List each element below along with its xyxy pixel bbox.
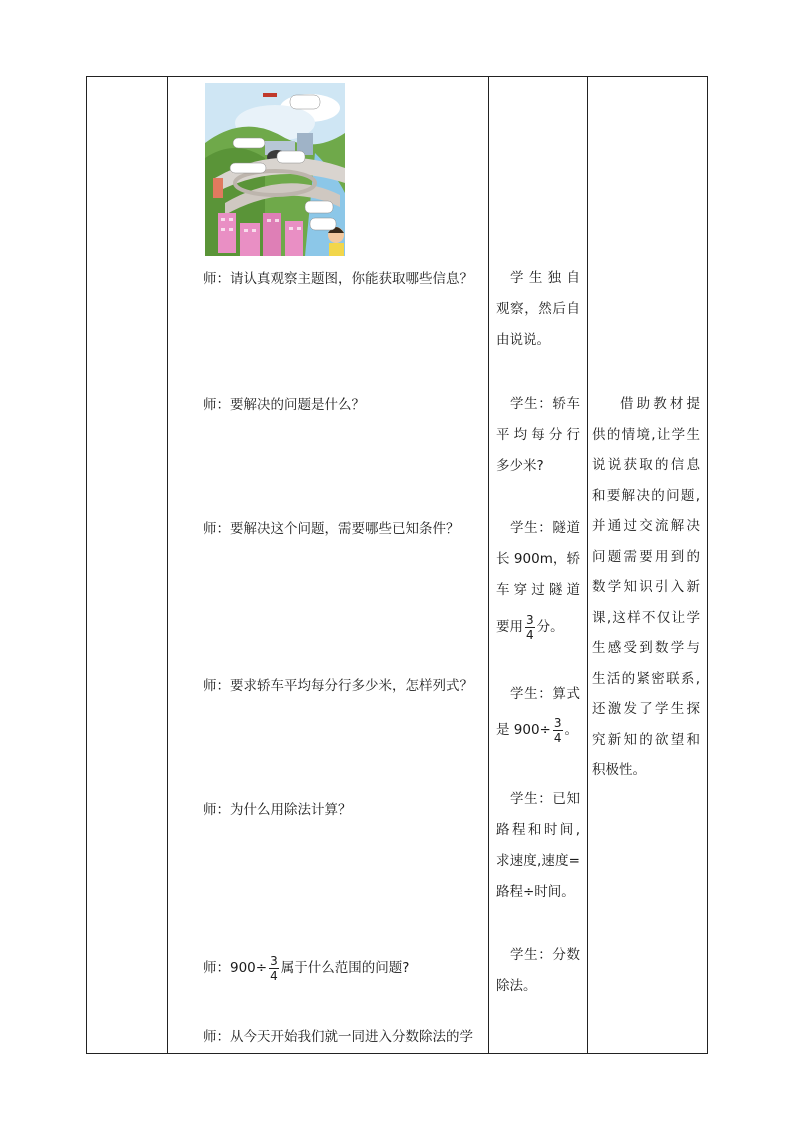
- student-response-line: 车穿过隧道: [496, 582, 580, 598]
- design-intent-line: 并通过交流解决: [592, 518, 700, 534]
- response-pre: 要用: [496, 619, 523, 635]
- teacher-line-2: 师：要解决的问题是什么？: [203, 397, 365, 413]
- response-post: 分。: [536, 619, 564, 635]
- student-response-line: 学生独自: [510, 270, 580, 286]
- student-response-line: 多少米?: [496, 458, 544, 474]
- design-intent-line: 问题需要用到的: [592, 548, 700, 565]
- student-response-line: 路程÷时间。: [496, 884, 575, 900]
- fraction: [525, 613, 535, 642]
- fraction-denominator: 4: [526, 627, 534, 642]
- design-intent-line: 供的情境,让学生: [592, 426, 700, 443]
- fraction-numerator: 3: [553, 715, 562, 730]
- fraction-denominator: 4: [553, 730, 562, 745]
- fraction-denominator: 4: [270, 968, 278, 983]
- col-line-5: [707, 76, 708, 1054]
- student-response-line: 学生：已知: [510, 791, 580, 807]
- design-intent-line: 数学知识引入新: [592, 579, 700, 595]
- teacher-line-3: 师：要解决这个问题，需要哪些已知条件？: [203, 521, 460, 537]
- design-intent-line: 生活的紧密联系,: [592, 670, 700, 687]
- teacher-line-6-pre: 师：900÷: [203, 960, 268, 976]
- design-intent-line: 借助教材提: [620, 396, 700, 412]
- response-post: 。: [564, 722, 579, 738]
- student-response-line: 学生：轿车: [510, 396, 580, 412]
- design-intent-line: 说说获取的信息: [592, 457, 700, 473]
- design-intent-line: 和要解决的问题,: [592, 487, 700, 504]
- teacher-line-4: 师：要求轿车平均每分行多少米，怎样列式？: [203, 678, 473, 694]
- student-response-line: 求速度,速度=: [496, 853, 580, 869]
- student-response-line: 平均每分行: [496, 427, 580, 443]
- fraction-numerator: 3: [270, 953, 278, 968]
- fraction: [553, 716, 563, 745]
- design-intent-line: 究新知的欲望和: [592, 731, 700, 748]
- theme-illustration: [205, 83, 345, 256]
- design-intent-line: 积极性。: [592, 762, 646, 778]
- student-response-line: 学生：分数: [510, 947, 580, 963]
- col-line-4: [587, 76, 588, 1054]
- teacher-line-7: 师：从今天开始我们就一同进入分数除法的学: [203, 1029, 473, 1045]
- teacher-line-1: 师：请认真观察主题图，你能获取哪些信息？: [203, 271, 473, 287]
- student-response-line: [496, 608, 564, 646]
- fraction-numerator: 3: [526, 612, 534, 627]
- teacher-line-6: [203, 949, 409, 987]
- student-response-line: 由说说。: [496, 332, 550, 348]
- student-response-line: [496, 711, 578, 749]
- teacher-line-6-post: 属于什么范围的问题?: [280, 960, 410, 976]
- design-intent-line: 课,这样不仅让学: [592, 609, 700, 626]
- teacher-line-5: 师：为什么用除法计算？: [203, 802, 352, 818]
- response-pre: 是 900÷: [496, 722, 551, 738]
- student-response-line: 除法。: [496, 978, 537, 994]
- student-response-line: 学生：算式: [510, 686, 580, 702]
- design-intent-line: 生感受到数学与: [592, 640, 700, 656]
- col-line-1: [86, 76, 87, 1054]
- student-response-line: 观察，然后自: [496, 301, 580, 317]
- student-response-line: 学生：隧道: [510, 520, 580, 536]
- fraction: [269, 954, 279, 983]
- table-bottom-border: [86, 1053, 708, 1054]
- col-line-3: [488, 76, 489, 1054]
- table-top-border: [86, 76, 708, 77]
- student-response-line: 路程和时间,: [496, 822, 580, 838]
- col-line-2: [167, 76, 168, 1054]
- design-intent-line: 还激发了学生探: [592, 701, 700, 717]
- student-response-line: 长 900m，轿: [496, 551, 580, 567]
